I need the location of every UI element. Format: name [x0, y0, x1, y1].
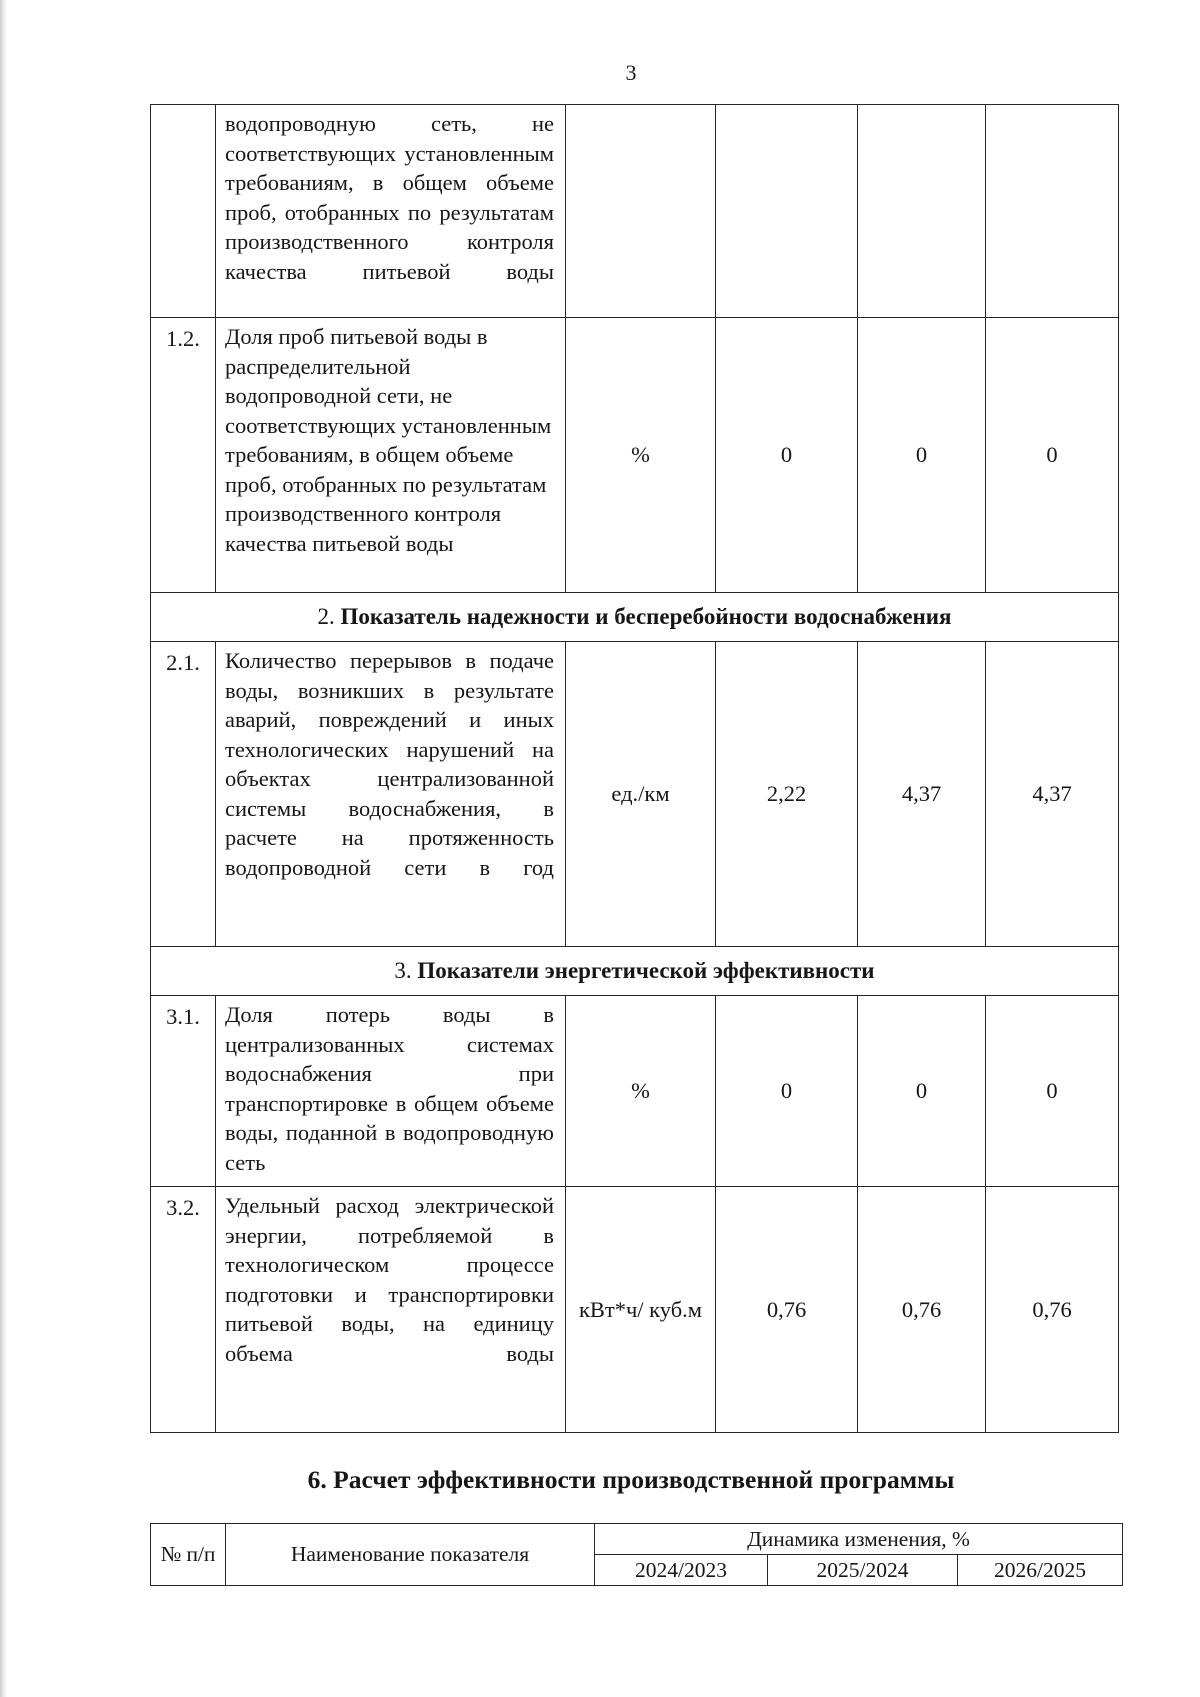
unit-cell: ед./км — [566, 642, 716, 947]
value-cell: 0 — [716, 318, 858, 593]
scan-edge-shadow — [0, 0, 8, 1697]
row-number-cell: 2.1. — [151, 642, 216, 947]
section-header-cell — [151, 947, 1119, 996]
value-cell: 0,76 — [986, 1187, 1119, 1433]
indicator-name-cell: Доля проб питьевой воды в распределительной водопроводной сети, не соответствующих установленным требованиям, в общем объеме проб, отобранных по результатам производственного контроля качества питьевой воды — [216, 318, 566, 593]
row-number-cell: 3.2. — [151, 1187, 216, 1433]
column-header-dynamics: Динамика изменения, % — [595, 1524, 1123, 1555]
indicator-name-cell: Удельный расход электрической энергии, потребляемой в технологическом процессе подготовки и транспортировки питьевой воды, на единицу объема воды — [216, 1187, 566, 1433]
unit-cell: кВт*ч/ куб.м — [566, 1187, 716, 1433]
value-cell: 0,76 — [716, 1187, 858, 1433]
column-header-year: 2026/2025 — [958, 1555, 1123, 1586]
table-row — [151, 996, 1119, 1187]
value-cell: 4,37 — [858, 642, 986, 947]
column-header-year: 2025/2024 — [768, 1555, 958, 1586]
section-title: Показатель надежности и бесперебойности водоснабжения — [340, 604, 952, 630]
value-cell — [858, 105, 986, 318]
indicator-name-cell: Доля потерь воды в централизованных системах водоснабжения при транспортировке в общем объеме воды, поданной в водопроводную сеть — [216, 996, 566, 1187]
column-header-name: Наименование показателя — [226, 1524, 595, 1586]
value-cell: 2,22 — [716, 642, 858, 947]
value-cell: 0,76 — [858, 1187, 986, 1433]
unit-cell: % — [566, 996, 716, 1187]
column-header-number: № п/п — [151, 1524, 226, 1586]
table-row — [151, 105, 1119, 318]
value-cell — [716, 105, 858, 318]
value-cell — [986, 105, 1119, 318]
value-cell: 0 — [716, 996, 858, 1187]
table-row — [151, 1187, 1119, 1433]
value-cell: 4,37 — [986, 642, 1119, 947]
table-row — [151, 642, 1119, 947]
row-number-cell: 3.1. — [151, 996, 216, 1187]
section-row — [151, 947, 1119, 996]
page-number: 3 — [625, 60, 637, 85]
table-row — [151, 318, 1119, 593]
unit-cell — [566, 105, 716, 318]
value-cell: 0 — [986, 318, 1119, 593]
table-header-row — [151, 1524, 1123, 1555]
value-cell: 0 — [986, 996, 1119, 1187]
section-number: 2. — [317, 604, 335, 630]
section-number: 3. — [394, 958, 412, 984]
efficiency-table — [150, 1523, 1123, 1586]
indicator-name-cell: Количество перерывов в подаче воды, возникших в результате аварий, повреждений и иных технологических нарушений на объектах централизованной системы водоснабжения, в расчете на протяженность водопроводной сети в год — [216, 642, 566, 947]
value-cell: 0 — [858, 996, 986, 1187]
section-title: Показатели энергетической эффективности — [417, 958, 875, 984]
unit-cell: % — [566, 318, 716, 593]
column-header-year: 2024/2023 — [595, 1555, 768, 1586]
row-number-cell — [151, 105, 216, 318]
section-header-cell — [151, 593, 1119, 642]
section-heading: 6. Расчет эффективности производственной программы — [307, 1465, 955, 1494]
value-cell: 0 — [858, 318, 986, 593]
row-number-cell: 1.2. — [151, 318, 216, 593]
indicator-name-cell: водопроводную сеть, не соответствующих установленным требованиям, в общем объеме проб, отобранных по результатам производственного контроля качества питьевой воды — [216, 105, 566, 318]
section-row — [151, 593, 1119, 642]
indicators-table — [150, 104, 1119, 1433]
